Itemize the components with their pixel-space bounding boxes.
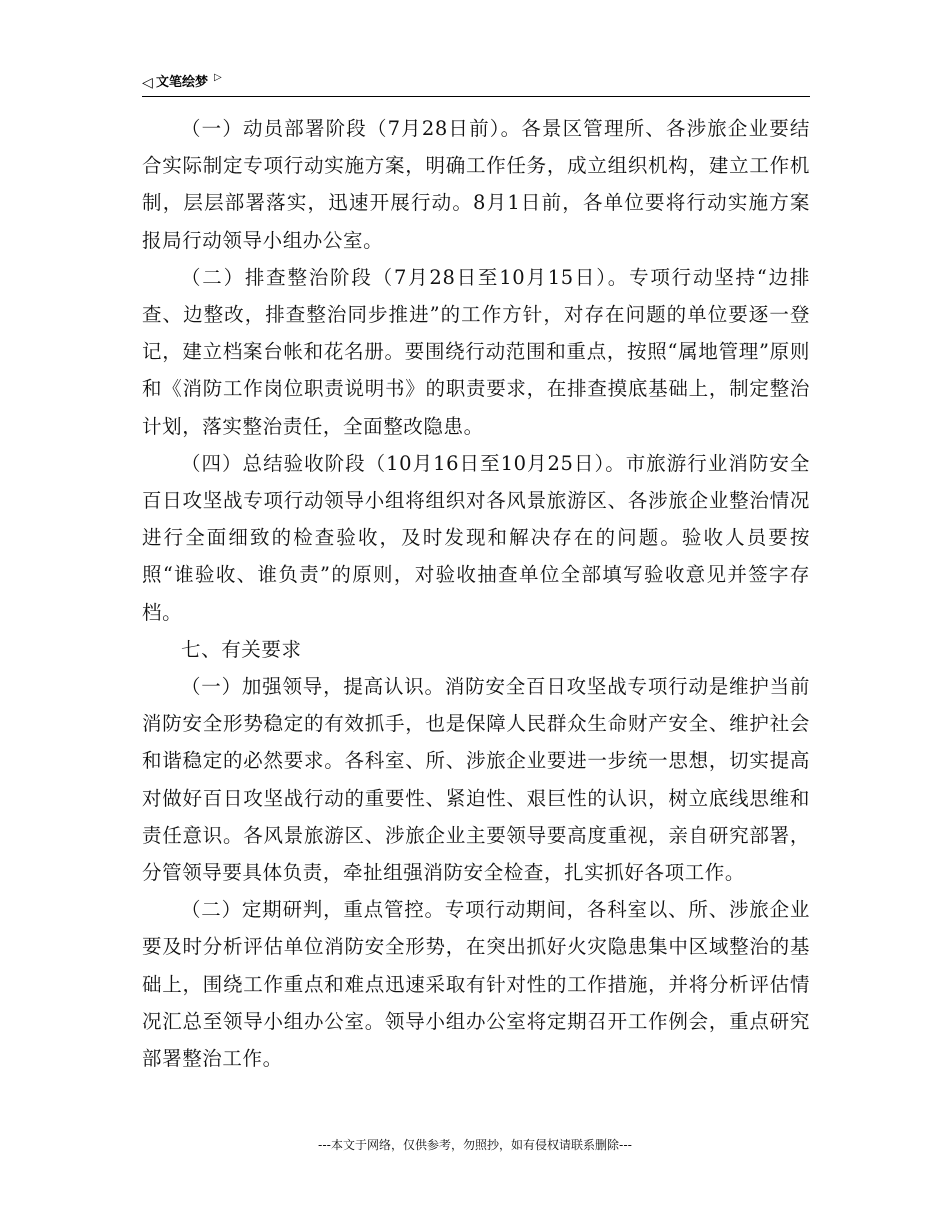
paragraph-acceptance-stage: （四）总结验收阶段（10月16日至10月25日）。市旅游行业消防安全百日攻坚战专项行动领导小组将组织对各风景旅游区、各涉旅企业整治情况进行全面细致的检查验收，及时发现和解决存在的问题。验收人员要按照“谁验收、谁负责”的原则，对验收抽查单位全部填写验收意见并签字存档。 (142, 451, 810, 624)
logo-left-triangle-icon: ◁ (142, 75, 153, 91)
paragraph-regular-assessment: （二）定期研判，重点管控。专项行动期间，各科室以、所、涉旅企业要及时分析评估单位消防安全形势，在突出抓好火灾隐患集中区域整治的基础上，围绕工作重点和难点迅速采取有针对性的工作措施，并将分析评估情况汇总至领导小组办公室。领导小组办公室将定期召开工作例会，重点研究部署整治工作。 (142, 898, 810, 1071)
header-logo-text: 文笔绘梦 (156, 75, 209, 90)
document-body (142, 110, 810, 1077)
paragraph-strengthen-leadership: （一）加强领导，提高认识。消防安全百日攻坚战专项行动是维护当前消防安全形势稳定的有效抓手，也是保障人民群众生命财产安全、维护社会和谐稳定的必然要求。各科室、所、涉旅企业要进一步统一思想，切实提高对做好百日攻坚战行动的重要性、紧迫性、艰巨性的认识，树立底线思维和责任意识。各风景旅游区、涉旅企业主要领导要高度重视，亲自研究部署，分管领导要具体负责，牵扯组强消防安全检查，扎实抓好各项工作。 (142, 675, 810, 885)
section-heading-requirements: 七、有关要求 (181, 637, 302, 661)
logo-right-triangle-icon: ▷ (214, 72, 222, 83)
page-footer-disclaimer: ---本文于网络，仅供参考，勿照抄，如有侵权请联系删除--- (318, 1138, 632, 1152)
page-header (142, 72, 810, 97)
paragraph-mobilization-stage: （一）动员部署阶段（7月28日前）。各景区管理所、各涉旅企业要结合实际制定专项行动实施方案，明确工作任务，成立组织机构，建立工作机制，层层部署落实，迅速开展行动。8月1日前，各单位要将行动实施方案报局行动领导小组办公室。 (142, 117, 810, 252)
paragraph-inspection-stage: （二）排查整治阶段（7月28日至10月15日）。专项行动坚持“边排查、边整改，排查整治同步推进”的工作方针，对存在问题的单位要逐一登记，建立档案台帐和花名册。要围绕行动范围和重点，按照“属地管理”原则和《消防工作岗位职责说明书》的职责要求，在排查摸底基础上，制定整治计划，落实整治责任，全面整改隐患。 (142, 265, 810, 438)
